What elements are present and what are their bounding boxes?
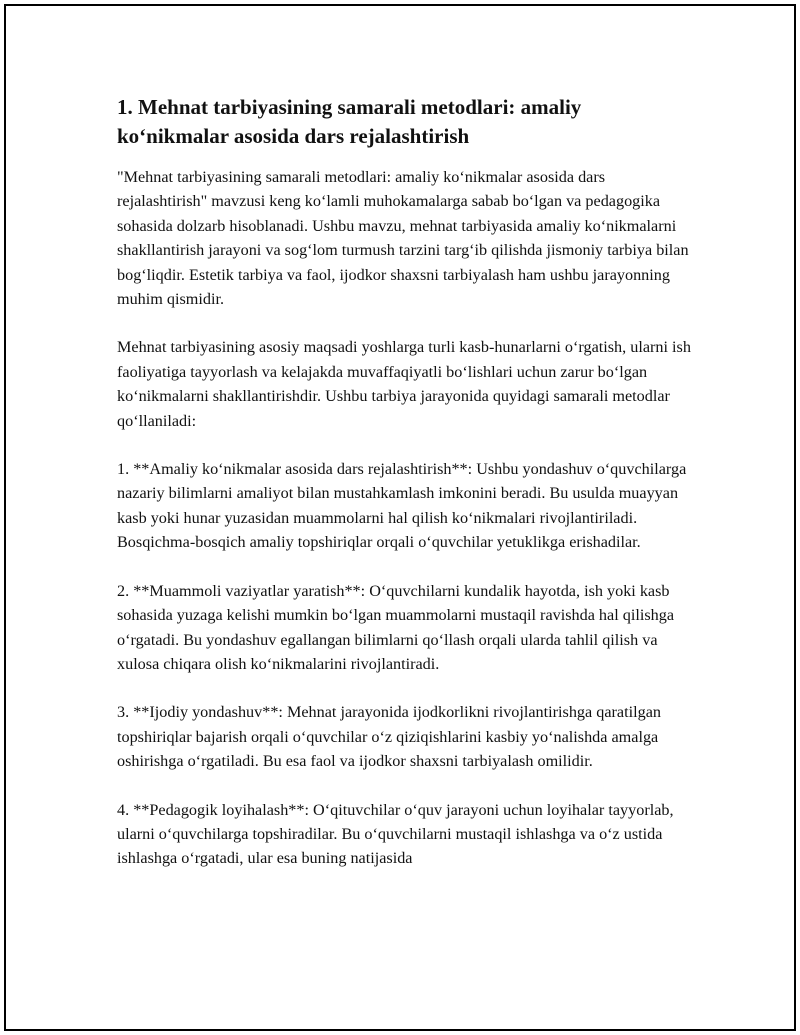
paragraph-goal: Mehnat tarbiyasining asosiy maqsadi yoshlarga turli kasb-hunarlarni o‘rgatish, ularni ish faoliyatiga tayyorlash va kelajakda muvaffaqiyatli bo‘lishlari uchun zarur bo‘lgan ko‘nikmalarni shakllantirishdir. Ushbu tarbiya jarayonida quyidagi samarali metodlar qo‘llaniladi: (117, 338, 691, 430)
document-title: 1. Mehnat tarbiyasining samarali metodlari: amaliy ko‘nikmalar asosida dars rejalashtirish (117, 95, 582, 148)
paragraph-intro: "Mehnat tarbiyasining samarali metodlari: amaliy ko‘nikmalar asosida dars rejalashtirish" mavzusi keng ko‘lamli muhokamalarga sabab bo‘lgan va pedagogika sohasida dolzarb hisoblanadi. Ushbu mavzu, mehnat tarbiyasida amaliy ko‘nikmalarni shakllantirish jarayoni va sog‘lom turmush tarzini targ‘ib qilishda jismoniy tarbiya bilan bog‘liqdir. Estetik tarbiya va faol, ijodkor shaxsni tarbiyalash ham ushbu jarayonning muhim qismidir. (117, 168, 689, 309)
document-page (117, 93, 697, 895)
paragraph-method-4: 4. **Pedagogik loyihalash**: O‘qituvchilar o‘quv jarayoni uchun loyihalar tayyorlab, ularni o‘quvchilarga topshiradilar. Bu o‘quvchilarni mustaqil ishlashga va o‘z ustida ishlashga o‘rgatadi, ular esa buning natijasida (117, 800, 674, 868)
paragraph-method-2: 2. **Muammoli vaziyatlar yaratish**: O‘quvchilarni kundalik hayotda, ish yoki kasb sohasida yuzaga kelishi mumkin bo‘lgan muammolarni mustaqil ravishda hal qilishga o‘rgatadi. Bu yondashuv egallangan bilimlarni qo‘llash orqali ularda tahlil qilish va xulosa chiqara olish ko‘nikmalarini rivojlantiradi. (117, 581, 675, 673)
paragraph-method-1: 1. **Amaliy ko‘nikmalar asosida dars rejalashtirish**: Ushbu yondashuv o‘quvchilarga nazariy bilimlarni amaliyot bilan mustahkamlash imkonini beradi. Bu usulda muayyan kasb yoki hunar yuzasidan muammolarni hal qilish ko‘nikmalari rivojlantiriladi. Bosqichma-bosqich amaliy topshiriqlar orqali o‘quvchilar yetuklikga erishadilar. (117, 460, 687, 552)
paragraph-method-3: 3. **Ijodiy yondashuv**: Mehnat jarayonida ijodkorlikni rivojlantirishga qaratilgan topshiriqlar bajarish orqali o‘quvchilar o‘z qiziqishlarini kasbiy yo‘nalishda amalga oshirishga o‘rgatiladi. Bu esa faol va ijodkor shaxsni tarbiyalash omilidir. (117, 703, 661, 771)
